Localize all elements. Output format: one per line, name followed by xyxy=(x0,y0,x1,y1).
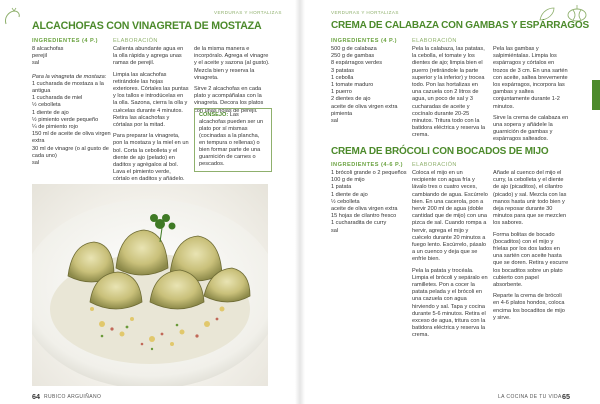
book-gutter xyxy=(295,0,305,404)
ingredient-subheading: Para la vinagreta de mostaza: xyxy=(32,73,107,80)
ingredient-item: 1 puerro xyxy=(331,89,352,96)
preparation-col-1 xyxy=(113,46,189,195)
ingredients-heading: INGREDIENTES (4 P.) xyxy=(331,38,397,44)
ingredient-item: sal xyxy=(32,160,40,167)
ingredient-item: 1 diente de ajo xyxy=(32,109,69,116)
dish-photo xyxy=(32,184,268,386)
ingredient-item: aceite de oliva virgen extra xyxy=(331,206,398,213)
ingredients-heading: INGREDIENTES (4 P.) xyxy=(32,38,98,44)
ingredient-item: 2 dientes de ajo xyxy=(331,96,371,103)
preparation-step: Añade al cuenco del mijo el curry, la cebolleta y el diente de ajo (picaditos), el cilantro (picado) y sal. Mezcla con las manos hasta unir todo bien y deja reposar durante 30 minutos para que se mezclen los sabores. xyxy=(493,170,567,227)
ingredient-item: ½ pimiento verde pequeño xyxy=(32,116,99,123)
recipe-title: ALCACHOFAS CON VINAGRETA DE MOSTAZA xyxy=(32,20,262,32)
ingredient-item: sal xyxy=(32,60,40,67)
preparation-heading: ELABORACIÓN xyxy=(412,38,457,44)
ingredient-item: aceite de oliva virgen extra xyxy=(331,103,398,110)
ingredient-item: 1 cucharada de miel xyxy=(32,95,83,102)
ingredient-item: 250 g de gambas xyxy=(331,53,375,60)
preparation-col-2 xyxy=(493,46,569,148)
ingredient-item: 8 espárragos verdes xyxy=(331,60,382,67)
ingredient-item: ½ cebolleta xyxy=(331,198,360,205)
ingredient-item: 1 patata xyxy=(331,184,352,191)
running-head-right: VERDURAS Y HORTALIZAS xyxy=(331,10,399,15)
chapter-tab xyxy=(592,80,600,110)
ingredient-item: antigua xyxy=(32,88,51,95)
preparation-step: de la misma manera e incorpóralo. Agrega el vinagre y el aceite y sazona (al gusto). Mezcla bien y reserva la vinagreta. xyxy=(194,46,270,81)
ingredient-item: sal xyxy=(331,227,339,234)
recipe-title: CREMA DE CALABAZA CON GAMBAS Y ESPÁRRAGOS xyxy=(331,20,589,31)
ingredient-item: cada uno) xyxy=(32,152,57,159)
tip-text: Las alcachofas pueden ser un plato por sí mismas (cocinadas a la plancha, en tempura o rellenas) o bien formar parte de una guarnición de carnes o pescados. xyxy=(199,112,264,167)
preparation-step: Limpia las alcachofas retirándole las hojas exteriores. Córtales las puntas y los tallos e introdúcelas en la olla. Sazona, cierra la olla y cuécelas durante 4 minutos. Retira las alcachofas y córtalas por la mitad. xyxy=(113,71,189,129)
tip-box xyxy=(194,108,272,172)
preparation-step: Pela la patata y trocéala. Limpia el brócoli y sepáralo en ramilletes. Pon a cocer la patata pelada y el brócoli en una cazuela con agua hirviendo y sal. Tapa y cocina durante 5-6 minutos. Retira el exceso de agua, tritura con la batidora eléctrica y reserva la crema. xyxy=(412,267,488,339)
ingredients-list xyxy=(331,170,409,235)
footer-left: RUBICO ARGUIÑANO xyxy=(44,394,102,400)
ingredient-item: extra xyxy=(32,138,45,145)
ingredient-item: 15 hojas de cilantro fresco xyxy=(331,213,397,220)
preparation-col-1 xyxy=(412,46,488,144)
preparation-col-1 xyxy=(412,170,488,344)
ingredient-item: ¼ de pimiento rojo xyxy=(32,124,79,131)
tip-label: CONSEJO: xyxy=(199,112,229,118)
ingredients-list xyxy=(331,46,409,125)
ingredient-item: 1 cebolla xyxy=(331,74,354,81)
preparation-step: Pela la calabaza, las patatas, la cebolla, el tomate y los dientes de ajo; limpia bien el puerro (retirándole la parte superior y la inferior) y trocea todo. Pon las hortalizas en una cazuela con 2 litros de agua, un poco de sal y 3 cucharadas de aceite y cocínalo durante 20-25 minutos. Tritura todo con la batidora eléctrica y reserva la crema. xyxy=(412,46,486,139)
ingredient-item: 1 tomate maduro xyxy=(331,82,374,89)
preparation-step: Forma bolitas de bocado (bocaditos) con el mijo y fríelas por los dos lados en una sartén con aceite hasta que se doren. Retira y escurre los bocaditos sobre un plato cubierto con papel absorbente. xyxy=(493,231,569,289)
recipe-title: CREMA DE BRÓCOLI CON BOCADOS DE MIJO xyxy=(331,146,549,157)
ingredient-item: 1 diente de ajo xyxy=(331,191,368,198)
ingredient-item: 1 cucharadita de curry xyxy=(331,220,387,227)
vegetable-doodle-icon xyxy=(2,6,24,28)
ingredient-item: 30 ml de vinagre (o al gusto de xyxy=(32,145,109,152)
footer-right: LA COCINA DE TU VIDA xyxy=(498,394,562,400)
preparation-step: Sirve 2 alcachofas en cada plato y acompáñalas con la vinagreta. Decora los platos con unas hojas de perejil. xyxy=(194,86,264,114)
preparation-step: Sirve la crema de calabaza en una sopera y añádele la guarnición de gambas y espárragos salteados. xyxy=(493,114,569,143)
artichoke-plate-illustration xyxy=(32,184,268,386)
ingredient-item: 100 g de mijo xyxy=(331,177,365,184)
ingredient-item: 500 g de calabaza xyxy=(331,46,377,52)
ingredients-heading: INGREDIENTES (4-6 P.) xyxy=(331,162,403,168)
preparation-heading: ELABORACIÓN xyxy=(113,38,158,44)
preparation-step: Pela las gambas y salpimiéntalas. Limpia los espárragos y córtalos en trozos de 3 cm. En una sartén con aceite, saltea brevemente los espárragos, incorpora las gambas y saltea conjuntamente durante 1-2 minutos. xyxy=(493,46,568,110)
preparation-heading: ELABORACIÓN xyxy=(412,162,457,168)
preparation-step: Para preparar la vinagreta, pon la mostaza y la miel en un bol. Corta la cebolleta y el diente de ajo (pelado) en daditos y agrégalos al bol. Lava el pimiento verde, córtalo en daditos y añádelo. xyxy=(113,133,189,183)
ingredient-item: 1 cucharada de mostaza a la xyxy=(32,80,104,87)
ingredient-item: sal xyxy=(331,118,339,125)
ingredient-item: perejil xyxy=(32,53,47,60)
ingredient-item: 3 patatas xyxy=(331,67,355,74)
ingredient-item: 1 brócoli grande o 2 pequeños xyxy=(331,170,407,176)
preparation-col-2 xyxy=(493,170,569,326)
preparation-step: Reparte la crema de brócoli en 4-6 platos hondos, coloca encima los bocaditos de mijo y sirve. xyxy=(493,293,565,321)
running-head-left: VERDURAS Y HORTALIZAS xyxy=(214,10,282,15)
page-number-left: 64 xyxy=(32,392,40,401)
ingredient-item: pimienta xyxy=(331,110,353,117)
page-number-right: 65 xyxy=(562,392,570,401)
ingredient-item: 8 alcachofas xyxy=(32,46,64,52)
ingredient-item: 150 ml de aceite de oliva virgen xyxy=(32,131,111,138)
ingredients-list xyxy=(32,46,111,167)
preparation-step: Coloca el mijo en un recipiente con agua fría y lávalo tres o cuatro veces, cambiando de agua. Escúrrelo bien. En una cacerola, pon a hervir 200 ml de agua (doble cantidad que de mijo) con una pizca de sal. Cuando rompa a hervir, agrega el mijo y cuécelo durante 20 minutos a fuego lento. Escúrrelo, pásalo a un cuenco y deja que se enfríe bien. xyxy=(412,170,488,263)
ingredient-item: ½ cebolleta xyxy=(32,102,61,109)
preparation-step: Calienta abundante agua en la olla rápida y agrega unas ramas de perejil. xyxy=(113,46,184,67)
